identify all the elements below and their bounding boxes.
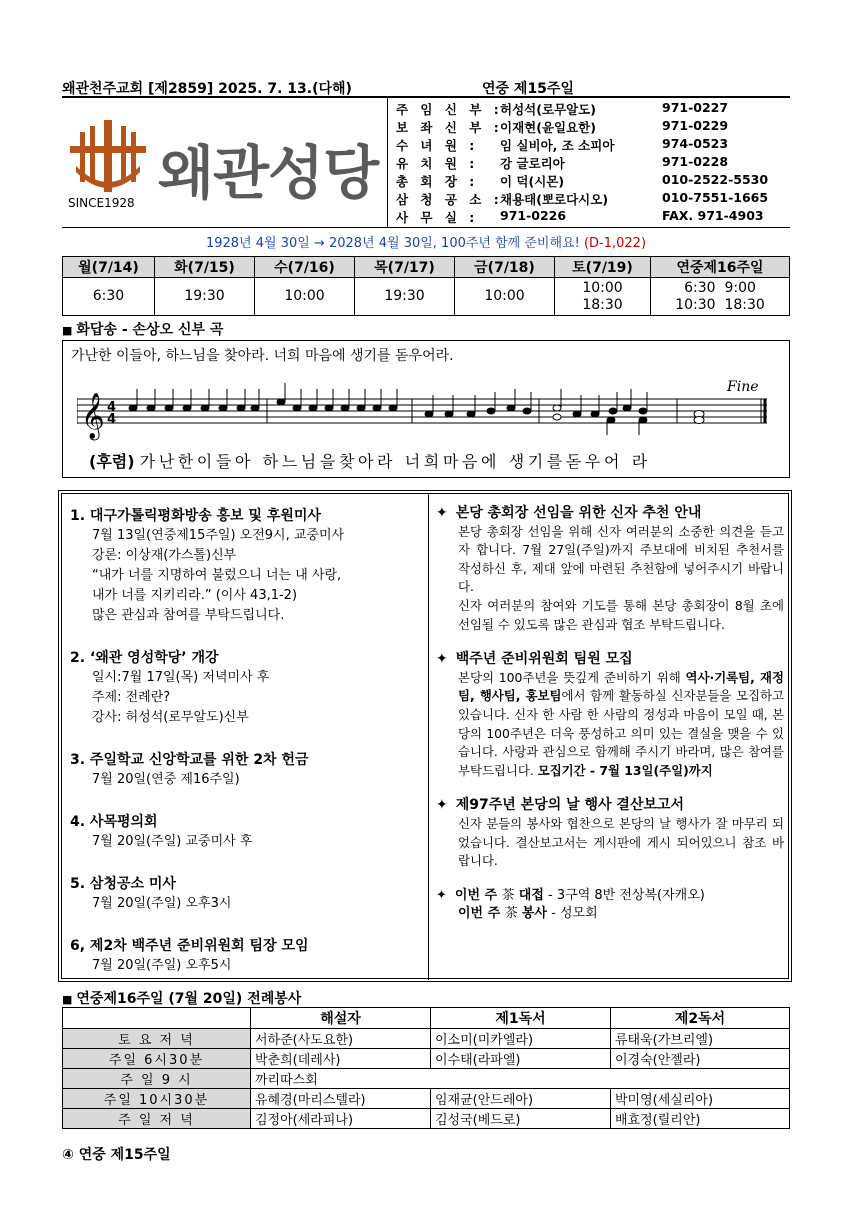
notice-item: 2. ‘왜관 영성학당’ 개강 일시:7월 17일(목) 저녁미사 후 주제: 전례란? 강사: 허성석(로무알도)신부 bbox=[70, 650, 270, 725]
staff-row: 유 치 원 : 강 글로리아 971-0228 bbox=[396, 154, 729, 171]
responsorial-psalm-box bbox=[62, 340, 790, 478]
bulletin-header bbox=[62, 76, 790, 98]
column-header: 해설자 bbox=[251, 1008, 431, 1029]
dday-counter: (D-1,022) bbox=[583, 236, 647, 251]
staff-row: 총 회 장 : 이 덕(시몬) 010-2522-5530 bbox=[396, 172, 769, 189]
mass-time: 6:30 9:00 10:30 18:30 bbox=[651, 278, 790, 316]
centennial-banner bbox=[62, 232, 790, 251]
church-since: SINCE1928 bbox=[68, 196, 135, 210]
refrain-lyrics: (후렴) 가난한이들아 하느님을찾아라 너희마음에 생기를돋우어 라 bbox=[89, 452, 651, 471]
mass-day-header: 화(7/15) bbox=[155, 257, 255, 278]
mass-time: 19:30 bbox=[355, 278, 455, 316]
treble-clef-icon: 𝄞 bbox=[81, 393, 105, 439]
notice-item: 6, 제2차 백주년 준비위원회 팀장 모임 7월 20일(주일) 오후5시 bbox=[70, 938, 309, 973]
staff-row: 보 좌 신 부 : 이재현(윤일요한) 971-0229 bbox=[396, 118, 729, 135]
liturgy-duty-table bbox=[62, 1007, 790, 1129]
svg-text:4: 4 bbox=[107, 400, 117, 415]
table-row: 주 일 저 녁 김정아(세라피나) 김성국(베드로) 배효정(릴리안) bbox=[63, 1109, 790, 1129]
mass-time: 10:00 18:30 bbox=[555, 278, 651, 316]
music-staff bbox=[77, 375, 777, 447]
mass-day-header: 연중제16주일 bbox=[651, 257, 790, 278]
table-row: 토 요 저 녁 서하준(사도요한) 이소미(미카엘라) 류태욱(가브리엘) bbox=[63, 1029, 790, 1049]
church-info-box bbox=[62, 98, 790, 228]
liturgy-section-title: ■ 연중제16주일 (7월 20일) 전례봉사 bbox=[62, 991, 302, 1007]
service-duty: ✦ 이번 주 茶 대접 - 3구역 8반 전상복(자캐오) 이번 주 茶 봉사 - 성모회 bbox=[436, 887, 705, 922]
page-footer: ④ 연중 제15주일 bbox=[62, 1147, 171, 1163]
church-name: 왜관성당 bbox=[158, 139, 379, 207]
table-row: 주일 6시30분 박춘희(데레사) 이수태(라파엘) 이경숙(안젤라) bbox=[63, 1049, 790, 1069]
staff-row: 삼 청 공 소 : 채용태(뽀로다시오) 010-7551-1665 bbox=[396, 190, 769, 207]
notice-item: 3. 주일학교 신앙학교를 위한 2차 헌금 7월 20일(연중 제16주일) bbox=[70, 752, 309, 787]
liturgical-week: 연중 제15주일 bbox=[482, 81, 574, 97]
mass-day-header: 토(7/19) bbox=[555, 257, 651, 278]
table-row: 주일 10시30분 유혜경(마리스텔라) 임재균(안드레아) 박미영(세실리아) bbox=[63, 1089, 790, 1109]
parish-notices bbox=[58, 490, 792, 982]
psalm-text: 가난한 이들아, 하느님을 찾아라. 너희 마음에 생기를 돋우어라. bbox=[71, 348, 454, 364]
notice-item: 4. 사목평의회 7월 20일(주일) 교중미사 후 bbox=[70, 814, 253, 849]
mass-day-header: 월(7/14) bbox=[63, 257, 155, 278]
tea-icon: 茶 bbox=[504, 906, 522, 922]
mass-schedule-table bbox=[62, 256, 790, 316]
mass-time: 10:00 bbox=[255, 278, 355, 316]
mass-time: 6:30 bbox=[63, 278, 155, 316]
centennial-text: 1928년 4월 30일 → 2028년 4월 30일, 100주년 함께 준비해요! bbox=[205, 236, 580, 251]
svg-text:4: 4 bbox=[107, 412, 117, 427]
notices-left-column bbox=[70, 506, 422, 998]
column-header: 제2독서 bbox=[611, 1008, 790, 1029]
church-logo bbox=[62, 98, 388, 228]
mass-day-header: 금(7/18) bbox=[455, 257, 555, 278]
staff-row: 수 녀 원 : 임 실비아, 조 소피아 974-0523 bbox=[396, 136, 729, 153]
music-notes bbox=[129, 383, 704, 435]
bulletin-issue: 왜관천주교회 [제2859] 2025. 7. 13.(다해) bbox=[62, 81, 352, 97]
diamond-bullet-icon: ✦ bbox=[436, 651, 448, 668]
diamond-bullet-icon: ✦ bbox=[436, 887, 447, 903]
notice-item: 1. 대구가톨릭평화방송 홍보 및 후원미사 7월 13일(연중제15주일) 오전9시, 교중미사 강론: 이상재(가스톨)신부 “내가 너를 지명하여 불렀으니 너는 내 사랑, 내가 너를 지키리라.” (이사 43,1-2) 많은 관심과 참여를 부탁드립니다. bbox=[70, 508, 345, 623]
notice-item: ✦ 본당 총회장 선임을 위한 신자 추천 안내 본당 총회장 선임을 위해 신자 여러분의 소중한 의견을 듣고자 합니다. 7월 27일(주일)까지 주보대에 비치된 추천서를 작성하신 후, 제대 앞에 마련된 추천함에 넣어주시기 바랍니다. 신자 여러분의 참여와 기도를 통해 본당 총회장이 8월 초에 선임될 수 있도록 많은 관심과 협조 부탁드립니다. bbox=[436, 505, 784, 632]
notices-right-column bbox=[436, 504, 784, 940]
notice-item: ✦ 백주년 준비위원회 팀원 모집 본당의 100주년을 뜻깊게 준비하기 위해 역사·기록팀, 재정팀, 행사팀, 홍보팀에서 함께 활동하실 신자분들을 모집하고 있습니다. 신자 한 사람 한 사람의 정성과 마음이 모일 때, 본당의 100주년은 더욱 풍성하고 의미 있는 결실을 맺을 수 있습니다. 사랑과 관심으로 함께해 주시기 바라며, 많은 참여를 부탁드립니다. 모집기간 - 7월 13일(주일)까지 bbox=[436, 651, 785, 778]
mass-day-header: 목(7/17) bbox=[355, 257, 455, 278]
diamond-bullet-icon: ✦ bbox=[436, 505, 448, 521]
hymn-section-title: ■ 화답송 - 손상오 신부 곡 bbox=[62, 322, 224, 338]
notice-item: ✦ 제97주년 본당의 날 행사 결산보고서 신자 분들의 봉사와 협찬으로 본당의 날 행사가 잘 마무리 되었습니다. 결산보고서는 게시판에 게시 되어있으니 참조 바랍니다. bbox=[436, 797, 784, 869]
mass-day-header: 수(7/16) bbox=[255, 257, 355, 278]
staff-directory bbox=[392, 98, 790, 228]
mass-time: 19:30 bbox=[155, 278, 255, 316]
organ-cross-icon bbox=[68, 116, 148, 196]
table-row: 주 일 9 시 까리따스회 bbox=[63, 1069, 790, 1089]
diamond-bullet-icon: ✦ bbox=[436, 797, 448, 814]
staff-row: 주 임 신 부 : 허성석(로무알도) 971-0227 bbox=[396, 100, 729, 117]
tea-icon: 茶 bbox=[501, 887, 519, 903]
mass-time: 10:00 bbox=[455, 278, 555, 316]
fine-marking: Fine bbox=[727, 379, 759, 395]
column-header: 제1독서 bbox=[431, 1008, 611, 1029]
notice-item: 5. 삼청공소 미사 7월 20일(주일) 오후3시 bbox=[70, 876, 232, 911]
staff-row: 사 무 실 : 971-0226 FAX. 971-4903 bbox=[396, 208, 764, 225]
